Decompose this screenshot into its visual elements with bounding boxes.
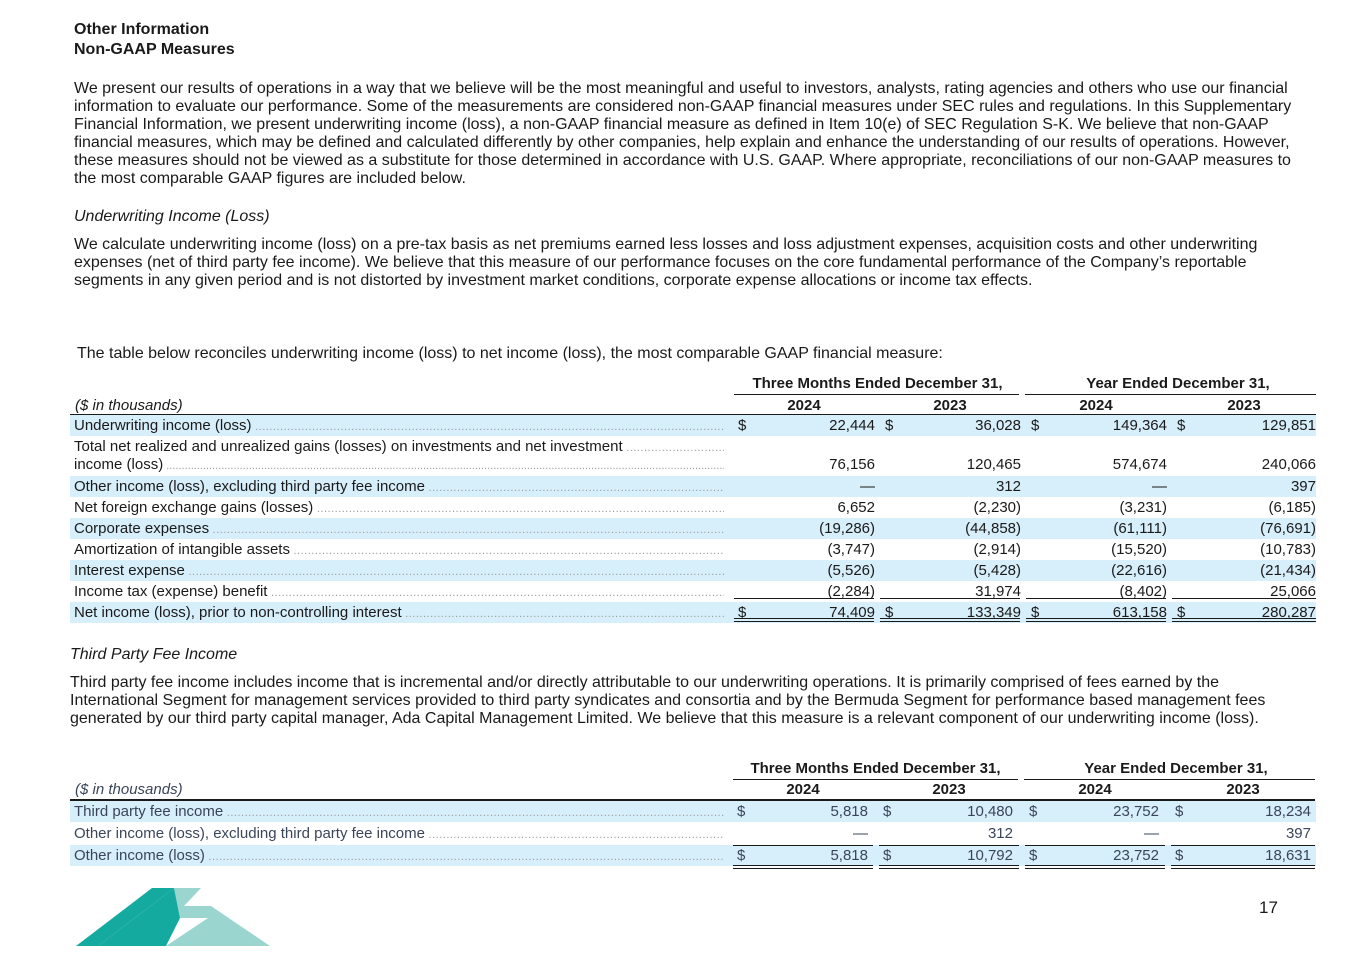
table1-year-3: 2024 bbox=[1079, 397, 1113, 414]
row-label: Other income (loss), excluding third party fee income ..... bbox=[74, 822, 724, 845]
row-label: Other income (loss), excluding third party fee income ..... bbox=[74, 476, 724, 497]
row-label: Corporate expenses ..... bbox=[74, 518, 724, 539]
row-label: Total net realized and unrealized gains (losses) on investments and net investment ..... bbox=[74, 436, 724, 456]
table-row: Other income (loss), excluding third party fee income ..... — 312 — 397 bbox=[70, 476, 1316, 497]
table1-year-4: 2023 bbox=[1227, 397, 1261, 414]
row-label: Underwriting income (loss) ..... bbox=[74, 415, 724, 436]
table-row: Net foreign exchange gains (losses) ..... 6,652 (2,230) (3,231) (6,185) bbox=[70, 497, 1316, 518]
table-row: Third party fee income ..... $ 5,818 $ 10,480 $ 23,752 $ 18,234 bbox=[70, 801, 1316, 822]
table1-group-quarter: Three Months Ended December 31, bbox=[752, 375, 1003, 392]
table-row: Interest expense ..... (5,526) (5,428) (22,616) (21,434) bbox=[70, 560, 1316, 581]
table2-group-quarter: Three Months Ended December 31, bbox=[750, 760, 1001, 777]
table-row: Underwriting income (loss) ..... $ 22,444 $ 36,028 $ 149,364 $ 129,851 bbox=[70, 415, 1316, 436]
table2-year-2: 2023 bbox=[932, 781, 966, 798]
underwriting-heading: Underwriting Income (Loss) bbox=[74, 208, 270, 225]
row-label: Net foreign exchange gains (losses) ..... bbox=[74, 497, 724, 518]
row-label: Net income (loss), prior to non-controlling interest ..... bbox=[74, 602, 724, 623]
table-row: Amortization of intangible assets ..... (3,747) (2,914) (15,520) (10,783) bbox=[70, 539, 1316, 560]
fee-income-table bbox=[70, 801, 1316, 867]
underwriting-paragraph: We calculate underwriting income (loss) on a pre-tax basis as net premiums earned less losses and loss adjustment expenses, acquisition costs and other underwriting expenses (net of third party fee income). We believe that this measure of our performance focuses on the core fundamental performance of the Company’s reportable segments in any given period and is not distorted by investment market conditions, corporate expense allocations or income tax effects. bbox=[74, 236, 1258, 289]
table1-year-1: 2024 bbox=[787, 397, 821, 414]
fee-paragraph: Third party fee income includes income that is incremental and/or directly attributable to our underwriting operations. It is primarily comprised of fees earned by the International Segment for management services provided to third party syndicates and consortia and by the Bermuda Segment for performance based management fees generated by our third party capital manager, Ada Capital Management Limited. We believe that this measure is a relevant component of our underwriting income (loss). bbox=[70, 674, 1266, 727]
table-row-total: Net income (loss), prior to non-controlling interest ..... $ 74,409 $ 133,349 $ 613,158 $ 280,287 bbox=[70, 602, 1316, 623]
reconciliation-table bbox=[70, 415, 1316, 623]
row-label: Income tax (expense) benefit ..... bbox=[74, 581, 724, 602]
row-label: Interest expense ..... bbox=[74, 560, 724, 581]
table-row: Corporate expenses ..... (19,286) (44,858) (61,111) (76,691) bbox=[70, 518, 1316, 539]
section-subtitle: Non-GAAP Measures bbox=[74, 41, 235, 58]
table2-year-1: 2024 bbox=[786, 781, 820, 798]
table-row: Total net realized and unrealized gains (losses) on investments and net investment ..... income (loss) ..... 76,156 120,465 574,674 240,066 bbox=[70, 436, 1316, 476]
intro-paragraph: We present our results of operations in a way that we believe will be the most meaningful and useful to investors, analysts, rating agencies and others who use our financial information to evaluate our performance. Some of the measurements are considered non-GAAP financial measures under SEC rules and regulations. In this Supplementary Financial Information, we present underwriting income (loss), a non-GAAP financial measure as defined in Item 10(e) of SEC Regulation S-K. We believe that non-GAAP financial measures, which may be defined and calculated differently by other companies, help explain and enhance the understanding of our results of operations. However, these measures should not be viewed as a substitute for those determined in accordance with U.S. GAAP. Where appropriate, reconciliations of our non-GAAP measures to the most comparable GAAP figures are included below. bbox=[74, 80, 1292, 187]
page-number: 17 bbox=[1259, 898, 1278, 917]
row-label: Other income (loss) ..... bbox=[74, 845, 724, 866]
table2-year-4: 2023 bbox=[1226, 781, 1260, 798]
table1-units: ($ in thousands) bbox=[75, 397, 183, 414]
table2-year-3: 2024 bbox=[1078, 781, 1112, 798]
row-label: Amortization of intangible assets ..... bbox=[74, 539, 724, 560]
table2-units: ($ in thousands) bbox=[75, 781, 183, 798]
row-label: Third party fee income ..... bbox=[74, 801, 724, 822]
table-intro: The table below reconciles underwriting income (loss) to net income (loss), the most comparable GAAP financial measure: bbox=[77, 345, 943, 362]
table-row-total: Other income (loss) ..... $ 5,818 $ 10,792 $ 23,752 $ 18,631 bbox=[70, 845, 1316, 866]
section-title: Other Information bbox=[74, 21, 210, 38]
table2-group-year: Year Ended December 31, bbox=[1084, 760, 1268, 777]
company-logo-icon bbox=[76, 886, 270, 948]
table-row: Other income (loss), excluding third party fee income ..... — 312 — 397 bbox=[70, 822, 1316, 845]
table1-group-year: Year Ended December 31, bbox=[1086, 375, 1270, 392]
fee-heading: Third Party Fee Income bbox=[70, 646, 238, 663]
table-row: Income tax (expense) benefit ..... (2,284) 31,974 (8,402) 25,066 bbox=[70, 581, 1316, 602]
table1-year-2: 2023 bbox=[933, 397, 967, 414]
